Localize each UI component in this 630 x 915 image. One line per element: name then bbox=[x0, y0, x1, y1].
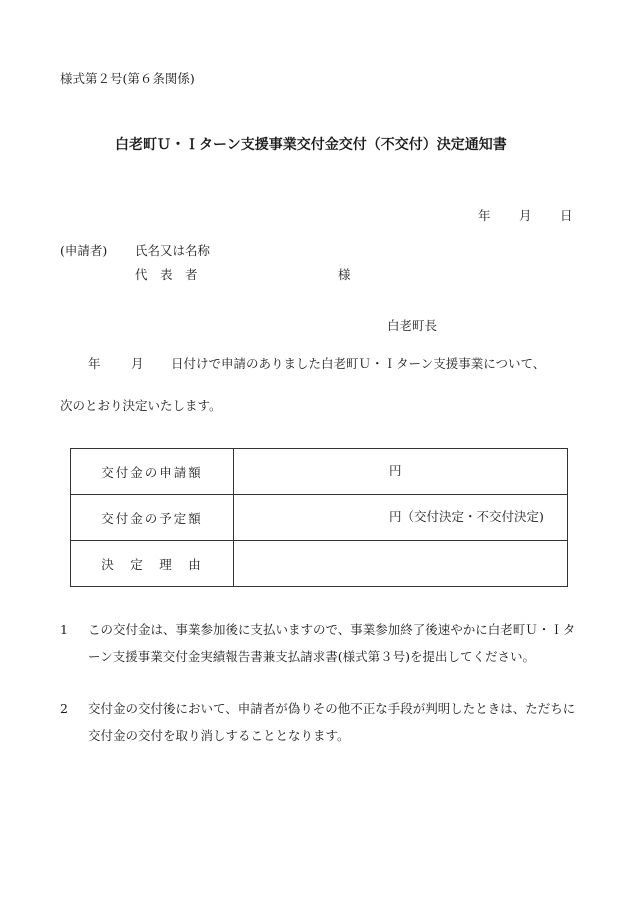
representative-label: 代 表 者 bbox=[135, 267, 198, 282]
note-text: 交付金の交付後において、申請者が偽りその他不正な手段が判明したときは、ただちに交付金の交付を取り消しすることとなります。 bbox=[88, 701, 576, 743]
document-title: 白老町Ｕ・Ｉターン支援事業交付金交付（不交付）決定通知書 bbox=[115, 137, 507, 153]
requested-amount-label: 交付金の申請額 bbox=[71, 449, 234, 495]
intro-month: 月 bbox=[131, 356, 144, 371]
applicant-name-label: 氏名又は名称 bbox=[135, 243, 211, 258]
note-number: 1 bbox=[60, 622, 68, 637]
requested-amount-cell bbox=[234, 449, 568, 495]
applicant-label: (申請者) bbox=[60, 243, 108, 258]
table-row bbox=[71, 449, 568, 495]
note-text: この交付金は、事業参加後に支払いますので、事業参加終了後速やかに白老町Ｕ・Ｉターン支援事業交付金実績報告書兼支払請求書(様式第３号)を提出してください。 bbox=[88, 622, 576, 664]
intro-line-2: 次のとおり決定いたします。 bbox=[60, 398, 222, 413]
note-item bbox=[60, 695, 580, 749]
honorific: 様 bbox=[338, 267, 351, 282]
intro-year: 年 bbox=[88, 356, 101, 371]
intro-line-1: 日付けで申請のありました白老町Ｕ・Ｉターン支援事業について、 bbox=[171, 356, 546, 371]
planned-amount-label: 交付金の予定額 bbox=[71, 495, 234, 541]
decision-reason-label: 決 定 理 由 bbox=[71, 541, 234, 587]
note-item bbox=[60, 616, 580, 670]
planned-amount-unit: 円（交付決定・不交付決定) bbox=[389, 509, 544, 524]
planned-amount-cell bbox=[234, 495, 568, 541]
table-row bbox=[71, 495, 568, 541]
decision-reason-cell bbox=[234, 541, 568, 587]
amount-table bbox=[70, 448, 568, 587]
date-month: 月 bbox=[519, 208, 532, 223]
issuer: 白老町長 bbox=[387, 318, 438, 333]
requested-amount-unit: 円 bbox=[389, 463, 402, 478]
date-day: 日 bbox=[560, 208, 573, 223]
form-number: 様式第２号(第６条関係) bbox=[60, 71, 195, 86]
date-year: 年 bbox=[478, 208, 491, 223]
note-number: 2 bbox=[60, 701, 68, 716]
table-row bbox=[71, 541, 568, 587]
